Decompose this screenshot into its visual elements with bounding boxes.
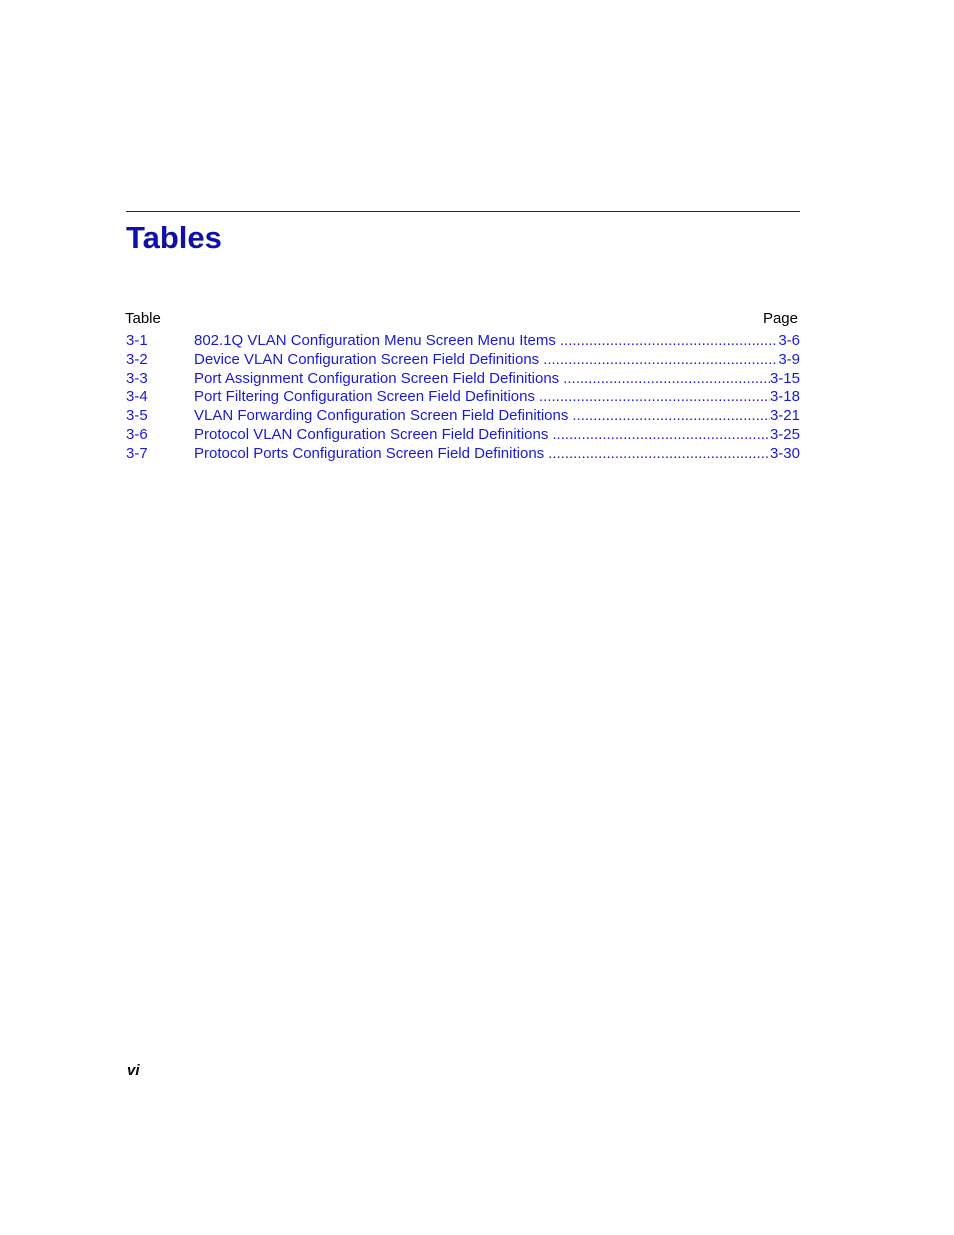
toc-entry-title: Device VLAN Configuration Screen Field Definitions	[194, 350, 540, 368]
toc-entry-3-2[interactable]	[126, 351, 800, 370]
toc-entry-number: 3-7	[126, 444, 148, 462]
table-column-header: Table	[125, 310, 161, 327]
dot-leader	[563, 370, 770, 389]
dot-leader	[552, 426, 770, 445]
dot-leader	[572, 407, 770, 426]
toc-entry-title: VLAN Forwarding Configuration Screen Field Definitions	[194, 407, 569, 425]
toc-entry-page: 3-30	[769, 444, 800, 462]
toc-entry-number: 3-1	[126, 332, 148, 349]
page-number: vi	[127, 1062, 140, 1079]
toc-entry-number: 3-2	[126, 350, 148, 368]
table-of-tables-list	[126, 332, 800, 464]
toc-entry-page: 3-6	[778, 332, 800, 349]
toc-entry-3-6[interactable]	[126, 426, 800, 445]
toc-entry-title: 802.1Q VLAN Configuration Menu Screen Menu Items	[194, 332, 556, 349]
toc-entry-3-1[interactable]	[126, 332, 800, 351]
header-rule	[126, 211, 800, 212]
toc-entry-number: 3-6	[126, 425, 148, 443]
toc-entry-3-3[interactable]	[126, 370, 800, 389]
dot-leader	[560, 332, 778, 351]
toc-entry-3-5[interactable]	[126, 407, 800, 426]
toc-entry-page: 3-15	[769, 369, 800, 387]
dot-leader	[543, 351, 778, 370]
toc-entry-page: 3-25	[769, 425, 800, 443]
toc-entry-title: Port Assignment Configuration Screen Field Definitions	[194, 369, 560, 387]
toc-entry-title: Port Filtering Configuration Screen Field Definitions	[194, 388, 535, 406]
toc-entry-number: 3-3	[126, 369, 148, 387]
toc-entry-3-7[interactable]	[126, 445, 800, 464]
toc-entry-page: 3-9	[778, 350, 800, 368]
page-column-header: Page	[762, 310, 798, 327]
dot-leader	[548, 445, 770, 464]
toc-entry-page: 3-18	[769, 388, 800, 406]
toc-entry-page: 3-21	[769, 407, 800, 425]
dot-leader	[539, 388, 770, 407]
toc-entry-title: Protocol VLAN Configuration Screen Field Definitions	[194, 425, 549, 443]
toc-entry-number: 3-4	[126, 388, 148, 406]
toc-entry-3-4[interactable]	[126, 388, 800, 407]
page-title: Tables	[126, 220, 222, 255]
toc-entry-number: 3-5	[126, 407, 148, 425]
toc-entry-title: Protocol Ports Configuration Screen Field Definitions	[194, 444, 545, 462]
